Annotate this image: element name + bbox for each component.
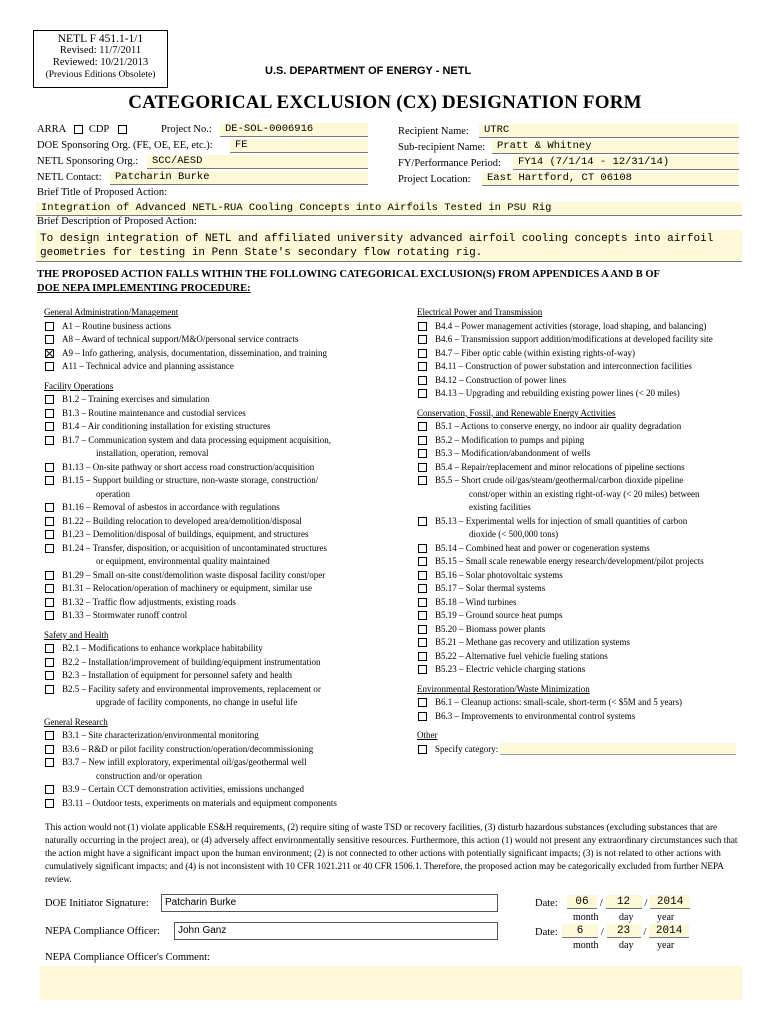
exclusion-item-b3-7 — [44, 756, 384, 770]
exclusion-item-b5-17 — [417, 582, 753, 596]
section-heading-environmental-restoration-waste-minimization: Environmental Restoration/Waste Minimization — [417, 683, 590, 694]
checkbox-b1-32[interactable] — [45, 598, 54, 607]
checkbox-a1[interactable] — [45, 322, 54, 331]
exclusion-text: B2.3 – Installation of equipment for personnel safety and health — [62, 670, 292, 680]
exclusion-text-continued: existing facilities — [469, 502, 531, 512]
checkbox-b5-2[interactable] — [418, 436, 427, 445]
exclusion-text: B2.1 – Modifications to enhance workplace habitability — [62, 643, 263, 653]
exclusion-text: B1.29 – Small on-site const/demolition waste disposal facility const/oper — [62, 569, 326, 580]
exclusion-item-b1-29 — [44, 569, 384, 583]
checkbox-b5-23[interactable] — [418, 665, 427, 674]
checkbox-b5-1[interactable] — [418, 422, 427, 431]
date2-label: Date: — [535, 927, 558, 938]
date2-month[interactable]: 6 — [562, 924, 598, 938]
checkbox-b1-22[interactable] — [45, 517, 54, 526]
checkbox-b1-4[interactable] — [45, 422, 54, 431]
checkbox-b5-19[interactable] — [418, 611, 427, 620]
checkbox-b1-23[interactable] — [45, 530, 54, 539]
exclusion-text: A1 – Routine business actions — [62, 320, 171, 331]
previous-editions-note: (Previous Editions Obsolete) — [45, 70, 156, 80]
comment-label: NEPA Compliance Officer's Comment: — [45, 952, 210, 963]
exclusion-text: B5.21 – Methane gas recovery and utilization systems — [435, 637, 630, 647]
exclusion-text: B6.3 – Improvements to environmental control systems — [435, 710, 636, 721]
reviewed-date: Reviewed: 10/21/2013 — [52, 57, 149, 68]
exclusion-item-b1-16 — [44, 501, 384, 515]
exclusion-text: B1.2 – Training exercises and simulation — [62, 394, 210, 404]
date1-day[interactable]: 12 — [606, 895, 642, 909]
checkbox-b5-4[interactable] — [418, 463, 427, 472]
checkbox-b5-17[interactable] — [418, 584, 427, 593]
exclusion-item-b5-22 — [417, 650, 753, 664]
exclusions-left-column — [44, 306, 384, 810]
exclusion-item-b1-3 — [44, 407, 384, 421]
exclusion-text: B5.16 – Solar photovoltaic systems — [435, 569, 563, 580]
exclusion-item-b1-2 — [44, 393, 384, 407]
exclusion-item-b2-2 — [44, 656, 384, 670]
exclusion-item-b5-14 — [417, 542, 753, 556]
section-heading-electrical-power-and-transmission: Electrical Power and Transmission — [417, 307, 543, 317]
checkbox-b3-6[interactable] — [45, 745, 54, 754]
arra-label: ARRA — [37, 124, 66, 135]
date2-day[interactable]: 23 — [607, 924, 641, 938]
checkbox-b2-2[interactable] — [45, 658, 54, 667]
checkbox-b6-1[interactable] — [418, 698, 427, 707]
exclusion-text: B1.32 – Traffic flow adjustments, existing roads — [62, 596, 236, 607]
exclusion-item-b3-11 — [44, 797, 384, 811]
exclusion-item-b6-1 — [417, 696, 753, 710]
exclusion-item-b1-22 — [44, 515, 384, 529]
proposed-line-1: THE PROPOSED ACTION FALLS WITHIN THE FOLLOWING CATEGORICAL EXCLUSION(S) FROM APPENDICES A AND B OF — [37, 269, 660, 280]
exclusion-text: B1.15 – Support building or structure, non-waste storage, construction/ — [62, 475, 319, 485]
checkbox-b2-5[interactable] — [45, 685, 54, 694]
checkbox-b5-22[interactable] — [418, 652, 427, 661]
exclusion-item-b5-18 — [417, 596, 753, 610]
exclusion-item-b5-4 — [417, 461, 753, 475]
exclusion-item-a9 — [44, 347, 384, 361]
exclusion-text: B5.22 – Alternative fuel vehicle fueling stations — [435, 650, 608, 661]
date1-month[interactable]: 06 — [567, 895, 597, 909]
date2-slash-1: / — [600, 926, 604, 938]
exclusion-text: B5.1 – Actions to conserve energy, no indoor air quality degradation — [435, 421, 682, 431]
form-number: NETL F 451.1-1/1 — [57, 33, 144, 45]
checkbox-b1-3[interactable] — [45, 409, 54, 418]
checkbox-b5-18[interactable] — [418, 598, 427, 607]
exclusion-text: B3.1 – Site characterization/environmental monitoring — [62, 730, 259, 740]
date2-day-label: day — [619, 940, 634, 951]
checkbox-b4-6[interactable] — [418, 335, 427, 344]
section-heading-conservation-fossil-and-renewable-energy-activities: Conservation, Fossil, and Renewable Energy Activities — [417, 407, 616, 418]
netl-org-field[interactable]: SCC/AESD — [147, 155, 368, 169]
exclusion-text: B1.24 – Transfer, disposition, or acquisition of uncontaminated structures — [62, 542, 327, 553]
date1-month-label: month — [573, 912, 599, 923]
exclusion-item-b4-6 — [417, 333, 753, 347]
exclusion-text: B1.23 – Demolition/disposal of buildings, equipment, and structures — [62, 529, 309, 539]
exclusion-item-b4-11 — [417, 360, 753, 374]
exclusion-text: A8 – Award of technical support/M&O/personal service contracts — [62, 334, 299, 344]
exclusion-text: B1.33 – Stormwater runoff control — [62, 610, 188, 620]
checkbox-other[interactable] — [418, 745, 427, 754]
checkbox-b4-4[interactable] — [418, 322, 427, 331]
exclusion-text-continued: upgrade of facility components, no change in useful life — [96, 697, 298, 707]
exclusion-item-b5-2 — [417, 434, 753, 448]
exclusion-text: B5.19 – Ground source heat pumps — [435, 610, 563, 620]
exclusion-text: B3.9 – Certain CCT demonstration activities, emissions unchanged — [62, 784, 305, 794]
officer-signature-name: John Ganz — [178, 925, 227, 936]
section-heading-safety-and-health: Safety and Health — [44, 629, 109, 640]
fy-field[interactable]: FY14 (7/1/14 - 12/31/14) — [513, 156, 739, 170]
exclusion-text: B5.14 – Combined heat and power or cogeneration systems — [435, 542, 650, 553]
date1-year-label: year — [657, 912, 675, 923]
exclusion-item-b1-7 — [44, 434, 384, 448]
exclusion-item-b5-21 — [417, 636, 753, 650]
checkbox-b5-13[interactable] — [418, 517, 427, 526]
exclusion-item-a11 — [44, 360, 384, 374]
proposed-action-heading — [37, 268, 737, 296]
checkbox-b5-3[interactable] — [418, 449, 427, 458]
exclusion-text: B1.22 – Building relocation to developed area/demolition/disposal — [62, 515, 302, 526]
date2-row — [562, 924, 689, 938]
project-no-label: Project No.: — [161, 124, 212, 135]
date1-label: Date: — [535, 898, 558, 909]
exclusion-text: A9 – Info gathering, analysis, documentation, dissemination, and training — [62, 347, 327, 358]
exclusion-text-continued: construction and/or operation — [96, 770, 202, 781]
subrecipient-label: Sub-recipient Name: — [398, 142, 486, 153]
checkbox-a9[interactable] — [45, 349, 54, 358]
exclusion-text: B5.4 – Repair/replacement and minor relocations of pipeline sections — [435, 461, 685, 472]
exclusion-text: B2.2 – Installation/improvement of building/equipment instrumentation — [62, 656, 321, 667]
exclusion-text: B5.3 – Modification/abandonment of wells — [435, 448, 591, 458]
exclusion-item-b1-4 — [44, 420, 384, 434]
checkbox-b2-1[interactable] — [45, 644, 54, 653]
checkbox-a11[interactable] — [45, 362, 54, 371]
agency-name: U.S. DEPARTMENT OF ENERGY - NETL — [265, 65, 472, 77]
specify-category-field[interactable] — [500, 743, 736, 755]
recipient-label: Recipient Name: — [398, 126, 469, 137]
exclusion-item-b5-20 — [417, 623, 753, 637]
exclusion-text: B4.6 – Transmission support addition/modifications at developed facility site — [435, 334, 713, 344]
exclusion-item-b2-1 — [44, 642, 384, 656]
checkbox-b2-3[interactable] — [45, 671, 54, 680]
brief-desc-field[interactable]: To design integration of NETL and affiliated university advanced airfoil cooling concepts into airfoil geometries for testing in Penn State's secondary flow rotating rig. — [36, 230, 742, 262]
project-no-field[interactable]: DE-SOL-0006916 — [220, 123, 368, 137]
exclusion-text-continued: operation — [96, 488, 130, 499]
exclusion-text: B4.7 – Fiber optic cable (within existing rights-of-way) — [435, 347, 635, 358]
recipient-field[interactable]: UTRC — [479, 124, 739, 138]
exclusion-text: B4.4 – Power management activities (storage, load shaping, and balancing) — [435, 320, 707, 331]
exclusion-text: B4.11 – Construction of power substation and interconnection facilities — [435, 361, 692, 371]
exclusion-item-b3-1 — [44, 729, 384, 743]
exclusion-item-b5-3 — [417, 447, 753, 461]
certification-text: This action would not (1) violate applicable ES&H requirements, (2) require siting of waste TSD or recovery facilities, (3) disturb hazardous substances (excluding substances that are naturally occurring in the project area), or (4) adversely affect environmentally sensitive resources. Furthermore, this action (1) would not present any extraordinary circumstances such that the action might have a significant impact upon the human environment; (2) is not connected to other actions with potentially significant impacts; (3) is not related to other actions with cumulatively significant impacts; and (4) is not inconsistent with 10 CFR 1021.211 or 40 CFR 1506.1. Therefore, the proposed action may be categorically excluded from further NEPA review. — [45, 822, 738, 884]
location-label: Project Location: — [398, 174, 471, 185]
checkbox-b5-20[interactable] — [418, 625, 427, 634]
exclusion-text: B5.18 – Wind turbines — [435, 596, 517, 607]
section-heading-general-research: General Research — [44, 716, 108, 727]
exclusion-item-b3-9 — [44, 783, 384, 797]
checkbox-b1-16[interactable] — [45, 503, 54, 512]
exclusion-text: B4.12 – Construction of power lines — [435, 374, 566, 385]
initiator-label: DOE Initiator Signature: — [45, 898, 149, 909]
checkbox-b1-7[interactable] — [45, 436, 54, 445]
officer-label: NEPA Compliance Officer: — [45, 926, 160, 937]
other-specify-row — [417, 743, 753, 757]
exclusion-text: B6.1 – Cleanup actions: small-scale, short-term (< $5M and 5 years) — [435, 697, 683, 707]
exclusion-item-b1-32 — [44, 596, 384, 610]
location-field[interactable]: East Hartford, CT 06108 — [482, 172, 739, 186]
proposed-line-2: DOE NEPA IMPLEMENTING PROCEDURE: — [37, 283, 251, 294]
brief-title-field[interactable]: Integration of Advanced NETL-RUA Cooling Concepts into Airfoils Tested in PSU Rig — [36, 202, 742, 216]
subrecipient-field[interactable]: Pratt & Whitney — [492, 140, 739, 154]
officer-signature-box[interactable] — [174, 922, 498, 940]
exclusion-item-b4-4 — [417, 320, 753, 334]
exclusion-item-b4-7 — [417, 347, 753, 361]
exclusion-item-b1-31 — [44, 582, 384, 596]
cdp-checkbox[interactable] — [118, 125, 127, 134]
form-title: CATEGORICAL EXCLUSION (CX) DESIGNATION FORM — [128, 92, 642, 113]
section-heading-facility-operations: Facility Operations — [44, 380, 114, 391]
fy-label: FY/Performance Period: — [398, 158, 501, 169]
date1-year[interactable]: 2014 — [650, 895, 690, 909]
exclusion-text: B4.13 – Upgrading and rebuilding existing power lines (< 20 miles) — [435, 388, 680, 398]
form-info-box — [33, 30, 168, 88]
checkbox-b5-5[interactable] — [418, 476, 427, 485]
exclusion-text-continued: const/oper within an existing right-of-way (< 20 miles) between — [469, 488, 700, 499]
exclusion-item-b5-13 — [417, 515, 753, 529]
exclusion-item-b5-23 — [417, 663, 753, 677]
date2-month-label: month — [573, 940, 599, 951]
checkbox-b6-3[interactable] — [418, 712, 427, 721]
checkbox-b1-31[interactable] — [45, 584, 54, 593]
exclusion-item-b5-1 — [417, 420, 753, 434]
brief-title-label: Brief Title of Proposed Action: — [37, 187, 168, 198]
exclusion-text-continued: or equipment, environmental quality maintained — [96, 556, 270, 566]
doe-org-field[interactable]: FE — [230, 139, 368, 153]
exclusion-item-b1-24 — [44, 542, 384, 556]
doe-org-label: DOE Sponsoring Org. (FE, OE, EE, etc.): — [37, 140, 213, 151]
brief-desc-label: Brief Description of Proposed Action: — [37, 216, 197, 227]
netl-contact-label: NETL Contact: — [37, 172, 102, 183]
checkbox-b3-11[interactable] — [45, 799, 54, 808]
cdp-label: CDP — [88, 124, 109, 135]
date2-year[interactable]: 2014 — [649, 924, 689, 938]
exclusion-item-a1 — [44, 320, 384, 334]
exclusion-text: B1.31 – Relocation/operation of machinery or equipment, similar use — [62, 583, 312, 593]
exclusion-text: B1.16 – Removal of asbestos in accordance with regulations — [62, 502, 280, 512]
checkbox-b3-7[interactable] — [45, 758, 54, 767]
exclusion-item-b4-13 — [417, 387, 753, 401]
exclusion-text: B5.15 – Small scale renewable energy research/development/pilot projects — [435, 556, 704, 566]
arra-cdp-row — [37, 124, 127, 135]
exclusion-item-b6-3 — [417, 710, 753, 724]
exclusion-item-b2-3 — [44, 669, 384, 683]
checkbox-b4-11[interactable] — [418, 362, 427, 371]
initiator-signature-box[interactable] — [161, 894, 498, 912]
exclusion-item-a8 — [44, 333, 384, 347]
revised-date: Revised: 11/7/2011 — [59, 45, 142, 56]
exclusion-item-b1-23 — [44, 528, 384, 542]
checkbox-b4-12[interactable] — [418, 376, 427, 385]
exclusion-item-b1-15 — [44, 474, 384, 488]
checkbox-b1-15[interactable] — [45, 476, 54, 485]
initiator-signature-name: Patcharin Burke — [165, 897, 237, 908]
exclusion-text: B1.7 – Communication system and data processing equipment acquisition, — [62, 434, 331, 445]
exclusion-text: B5.5 – Short crude oil/gas/steam/geothermal/carbon dioxide pipeline — [435, 475, 684, 485]
exclusion-text: B1.4 – Air conditioning installation for existing structures — [62, 421, 271, 431]
exclusion-text: B5.23 – Electric vehicle charging stations — [435, 664, 586, 674]
netl-contact-field[interactable]: Patcharin Burke — [110, 171, 368, 185]
date1-row — [567, 895, 690, 909]
date1-slash-2: / — [644, 897, 648, 909]
exclusion-text: B5.13 – Experimental wells for injection of small quantities of carbon — [435, 515, 688, 526]
date2-slash-2: / — [643, 926, 647, 938]
exclusion-text: A11 – Technical advice and planning assistance — [62, 361, 234, 371]
exclusion-text: B5.17 – Solar thermal systems — [435, 583, 546, 593]
checkbox-b5-14[interactable] — [418, 544, 427, 553]
exclusion-item-b1-33 — [44, 609, 384, 623]
date2-year-label: year — [657, 940, 675, 951]
checkbox-b3-1[interactable] — [45, 731, 54, 740]
officer-comment-field[interactable] — [40, 966, 742, 1000]
exclusion-text-continued: dioxide (< 500,000 tons) — [469, 529, 559, 539]
exclusion-item-b5-5 — [417, 474, 753, 488]
exclusion-text-continued: installation, operation, removal — [96, 448, 209, 458]
exclusion-text: B3.11 – Outdoor tests, experiments on materials and equipment components — [62, 797, 337, 808]
exclusion-item-b3-6 — [44, 743, 384, 757]
section-heading-other: Other — [417, 730, 438, 740]
exclusion-item-b4-12 — [417, 374, 753, 388]
checkbox-b1-24[interactable] — [45, 544, 54, 553]
checkbox-b4-7[interactable] — [418, 349, 427, 358]
specify-label: Specify category: — [435, 743, 499, 754]
checkbox-b5-21[interactable] — [418, 638, 427, 647]
exclusion-text: B1.13 – On-site pathway or short access road construction/acquisition — [62, 461, 315, 472]
exclusion-text: B5.20 – Biomass power plants — [435, 623, 546, 634]
checkbox-b5-16[interactable] — [418, 571, 427, 580]
checkbox-b5-15[interactable] — [418, 557, 427, 566]
exclusion-text: B3.6 – R&D or pilot facility construction/operation/decommissioning — [62, 743, 314, 754]
checkbox-b3-9[interactable] — [45, 785, 54, 794]
checkbox-b1-13[interactable] — [45, 463, 54, 472]
exclusion-text: B3.7 – New infill exploratory, experimental oil/gas/geothermal well — [62, 757, 307, 767]
exclusion-text: B5.2 – Modification to pumps and piping — [435, 434, 585, 445]
exclusion-text: B2.5 – Facility safety and environmental improvements, replacement or — [62, 683, 321, 694]
exclusion-text: B1.3 – Routine maintenance and custodial services — [62, 407, 246, 418]
date1-slash-1: / — [599, 897, 603, 909]
exclusion-item-b2-5 — [44, 683, 384, 697]
exclusion-item-b5-19 — [417, 609, 753, 623]
exclusion-item-b5-15 — [417, 555, 753, 569]
section-heading-general-administration-management: General Administration/Management — [44, 307, 179, 317]
checkbox-b4-13[interactable] — [418, 389, 427, 398]
checkbox-b1-2[interactable] — [45, 395, 54, 404]
checkbox-a8[interactable] — [45, 335, 54, 344]
date1-day-label: day — [619, 912, 634, 923]
exclusion-item-b5-16 — [417, 569, 753, 583]
exclusion-item-b1-13 — [44, 461, 384, 475]
exclusions-right-column — [417, 306, 753, 756]
arra-checkbox[interactable] — [74, 125, 83, 134]
checkbox-b1-29[interactable] — [45, 571, 54, 580]
checkbox-b1-33[interactable] — [45, 611, 54, 620]
netl-org-label: NETL Sponsoring Org.: — [37, 156, 139, 167]
